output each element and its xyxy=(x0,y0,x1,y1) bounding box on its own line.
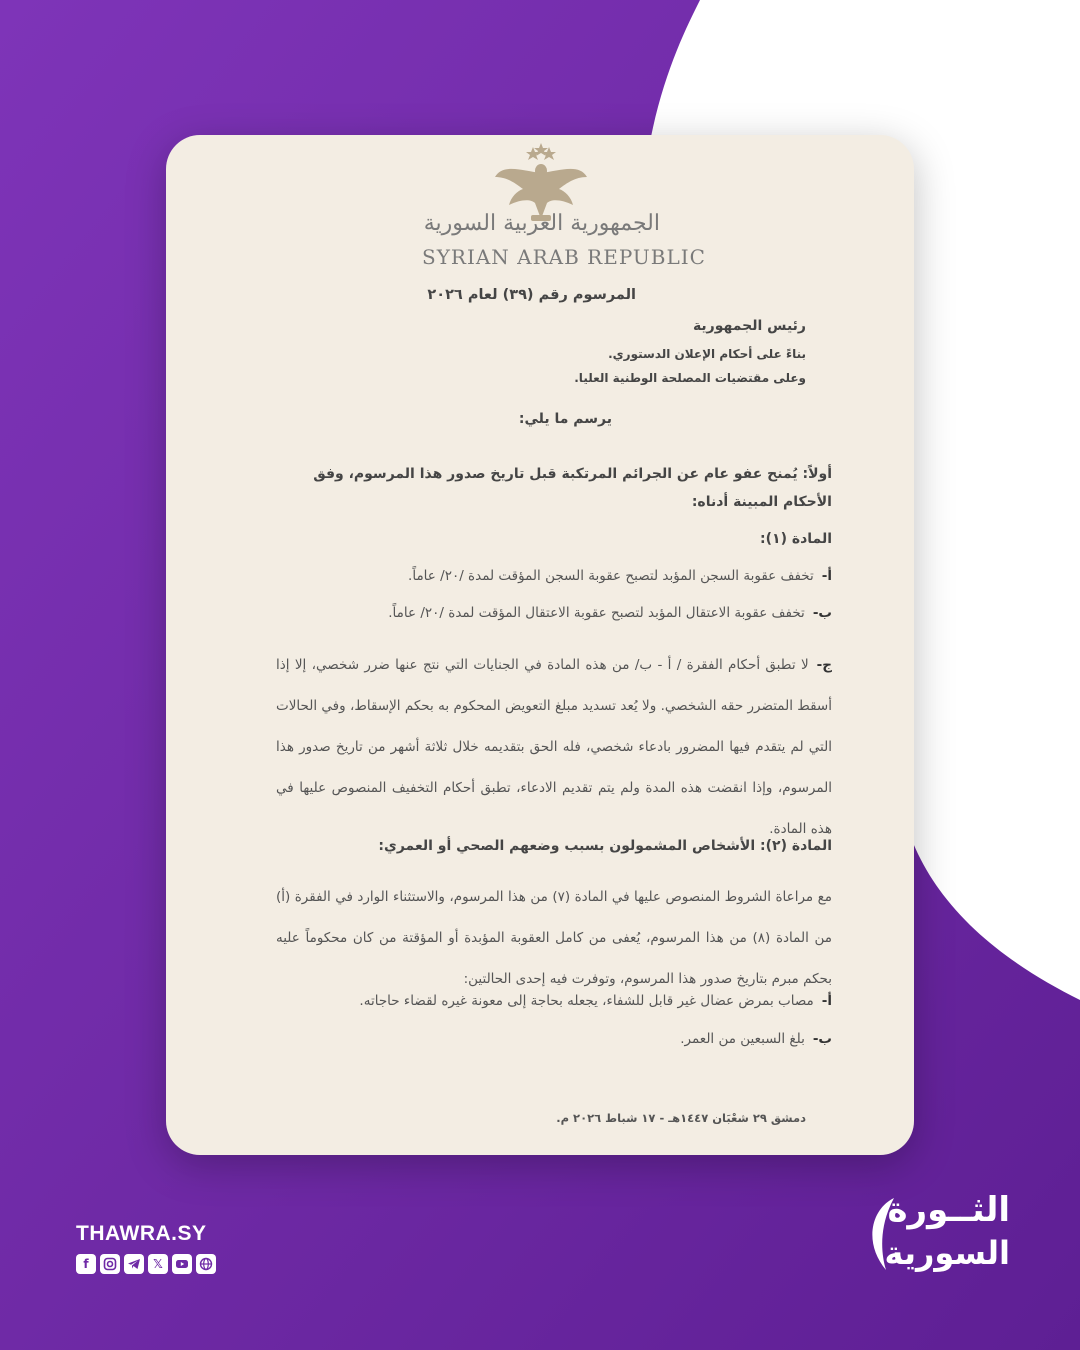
youtube-icon[interactable] xyxy=(172,1254,192,1274)
item-text: مصاب بمرض عضال غير قابل للشفاء، يجعله بحاجة إلى معونة غيره لقضاء حاجاته. xyxy=(359,993,814,1009)
logo-text-line-2: السورية xyxy=(884,1234,1010,1272)
item-label: أ- xyxy=(821,568,832,584)
thawra-logo xyxy=(860,1180,1010,1290)
item-label: ب- xyxy=(812,1031,832,1047)
arabic-republic-name: الجمهورية العربية السورية xyxy=(423,211,660,236)
item-text: لا تطبق أحكام الفقرة / أ - ب/ من هذه المادة في الجنايات التي نتج عنها ضرر شخصي، إلا إذا أسقط المتضرر حقه الشخصي. ولا يُعد تسديد مبلغ التعويض المحكوم به بحكم الإسقاط، وفي الحالات التي لم يتقدم فيها المضرور بادعاء شخصي، فله الحق بتقديمه خلال ثلاثة أشهر من تاريخ صدور هذا المرسوم، وإذا انقضت هذه المدة ولم يتم تقديم الادعاء، تطبق أحكام التخفيف المنصوص عليها في هذه المادة. xyxy=(276,657,832,837)
facebook-icon[interactable]: f xyxy=(76,1254,96,1274)
article-2-item-a xyxy=(276,993,832,1009)
article-1-item-b xyxy=(276,605,832,621)
social-links xyxy=(76,1254,216,1274)
article-2-paragraph: مع مراعاة الشروط المنصوص عليها في المادة (٧) من هذا المرسوم، والاستثناء الوارد في الفقرة (أ) من المادة (٨) من هذا المرسوم، يُعفى من كامل العقوبة المؤبدة أو المؤقتة من كان محكوماً عليه بحكم مبرم بتاريخ صدور هذا المرسوم، وتوفرت فيه إحدى الحالتين: xyxy=(276,889,832,987)
first-clause: أولاً: يُمنح عفو عام عن الجرائم المرتكبة قبل تاريخ صدور هذا المرسوم، وفق الأحكام المبينة أدناه: xyxy=(313,466,832,510)
website-url[interactable]: THAWRA.SY xyxy=(76,1222,207,1245)
globe-icon[interactable] xyxy=(196,1254,216,1274)
president-heading: رئيس الجمهورية xyxy=(692,318,806,334)
basis-line-2: وعلى مقتضيات المصلحة الوطنية العليا. xyxy=(574,371,806,385)
decree-document xyxy=(166,135,914,1155)
article-1-item-c xyxy=(276,645,832,850)
item-text: بلغ السبعين من العمر. xyxy=(680,1031,805,1047)
item-text: تخفف عقوبة السجن المؤبد لتصبح عقوبة السجن المؤقت لمدة /٢٠/ عاماً. xyxy=(408,568,814,584)
article-2-item-b xyxy=(276,1031,832,1047)
article-1-item-a xyxy=(276,568,832,584)
basis-line-1: بناءً على أحكام الإعلان الدستوري. xyxy=(608,347,806,361)
article-1-title: المادة (١): xyxy=(760,531,832,547)
decree-title: المرسوم رقم (٣٩) لعام ٢٠٢٦ xyxy=(427,287,636,303)
item-label: ب- xyxy=(812,605,832,621)
item-text: تخفف عقوبة الاعتقال المؤبد لتصبح عقوبة الاعتقال المؤقت لمدة /٢٠/ عاماً. xyxy=(388,605,805,621)
logo-text-line-1: الثــورة xyxy=(887,1190,1010,1230)
telegram-icon[interactable] xyxy=(124,1254,144,1274)
english-republic-name: SYRIAN ARAB REPUBLIC xyxy=(422,245,706,269)
item-label: أ- xyxy=(821,993,832,1009)
decrees-heading: يرسم ما يلي: xyxy=(518,411,612,427)
item-label: ج- xyxy=(816,657,832,673)
article-2-title: المادة (٢): الأشخاص المشمولون بسبب وضعهم الصحي أو العمري: xyxy=(378,838,832,854)
decree-date: دمشق ٢٩ شعْبَان ١٤٤٧هـ - ١٧ شباط ٢٠٢٦ م. xyxy=(556,1111,806,1125)
instagram-icon[interactable] xyxy=(100,1254,120,1274)
x-icon[interactable]: 𝕏 xyxy=(148,1254,168,1274)
